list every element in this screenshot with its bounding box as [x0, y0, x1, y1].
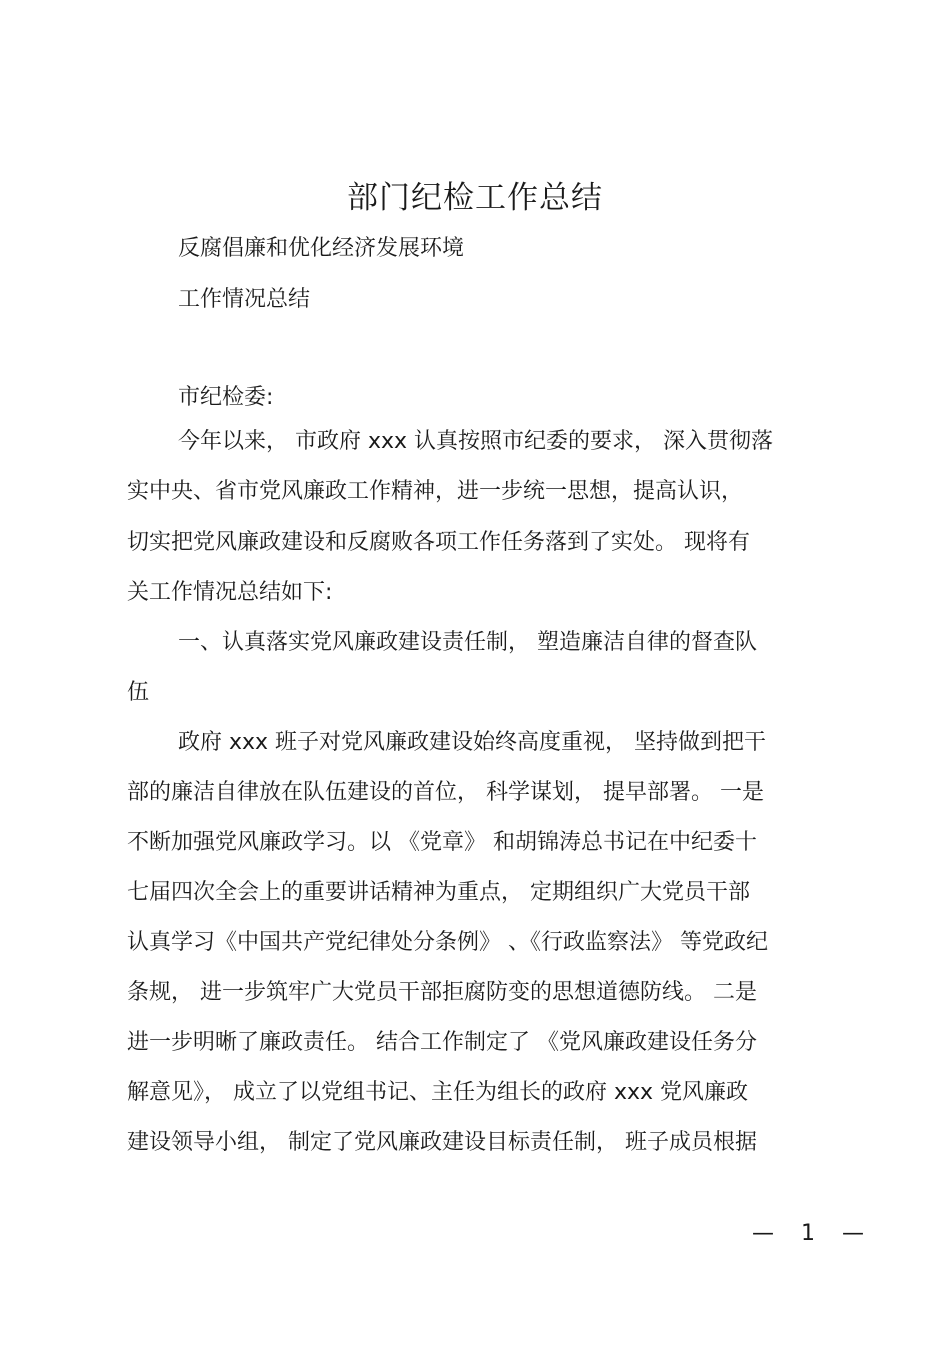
body-line: 今年以来， 市政府 xxx 认真按照市纪委的要求， 深入贯彻落 [178, 429, 774, 454]
body-line: 不断加强党风廉政学习。以 《党章》 和胡锦涛总书记在中纪委十 [127, 830, 757, 855]
document-title: 部门纪检工作总结 [347, 180, 603, 216]
body-line: 认真学习《中国共产党纪律处分条例》 、《行政监察法》 等党政纪 [127, 930, 768, 955]
section-heading-line: 伍 [127, 680, 150, 705]
body-line: 建设领导小组， 制定了党风廉政建设目标责任制， 班子成员根据 [127, 1130, 757, 1155]
body-line: 条规， 进一步筑牢广大党员干部拒腐防变的思想道德防线。 二是 [127, 980, 757, 1005]
body-line: 部的廉洁自律放在队伍建设的首位， 科学谋划， 提早部署。 一是 [127, 780, 764, 805]
section-heading-line: 一、认真落实党风廉政建设责任制， 塑造廉洁自律的督查队 [178, 630, 757, 655]
body-line: 实中央、省市党风廉政工作精神，进一步统一思想，提高认识， [127, 479, 744, 504]
body-line: 切实把党风廉政建设和反腐败各项工作任务落到了实处。 现将有 [127, 530, 750, 555]
body-line: 政府 xxx 班子对党风廉政建设始终高度重视， 坚持做到把干 [178, 730, 767, 755]
subtitle-line-2: 工作情况总结 [178, 287, 311, 312]
body-line: 进一步明晰了廉政责任。 结合工作制定了 《党风廉政建设任务分 [127, 1030, 757, 1055]
salutation: 市纪检委: [178, 385, 274, 410]
body-line: 解意见》， 成立了以党组书记、主任为组长的政府 xxx 党风廉政 [127, 1080, 749, 1105]
body-line: 七届四次全会上的重要讲话精神为重点， 定期组织广大党员干部 [127, 880, 750, 905]
body-line: 关工作情况总结如下: [127, 580, 333, 605]
page-number: — 1 — [752, 1221, 874, 1246]
subtitle-line-1: 反腐倡廉和优化经济发展环境 [178, 236, 465, 261]
